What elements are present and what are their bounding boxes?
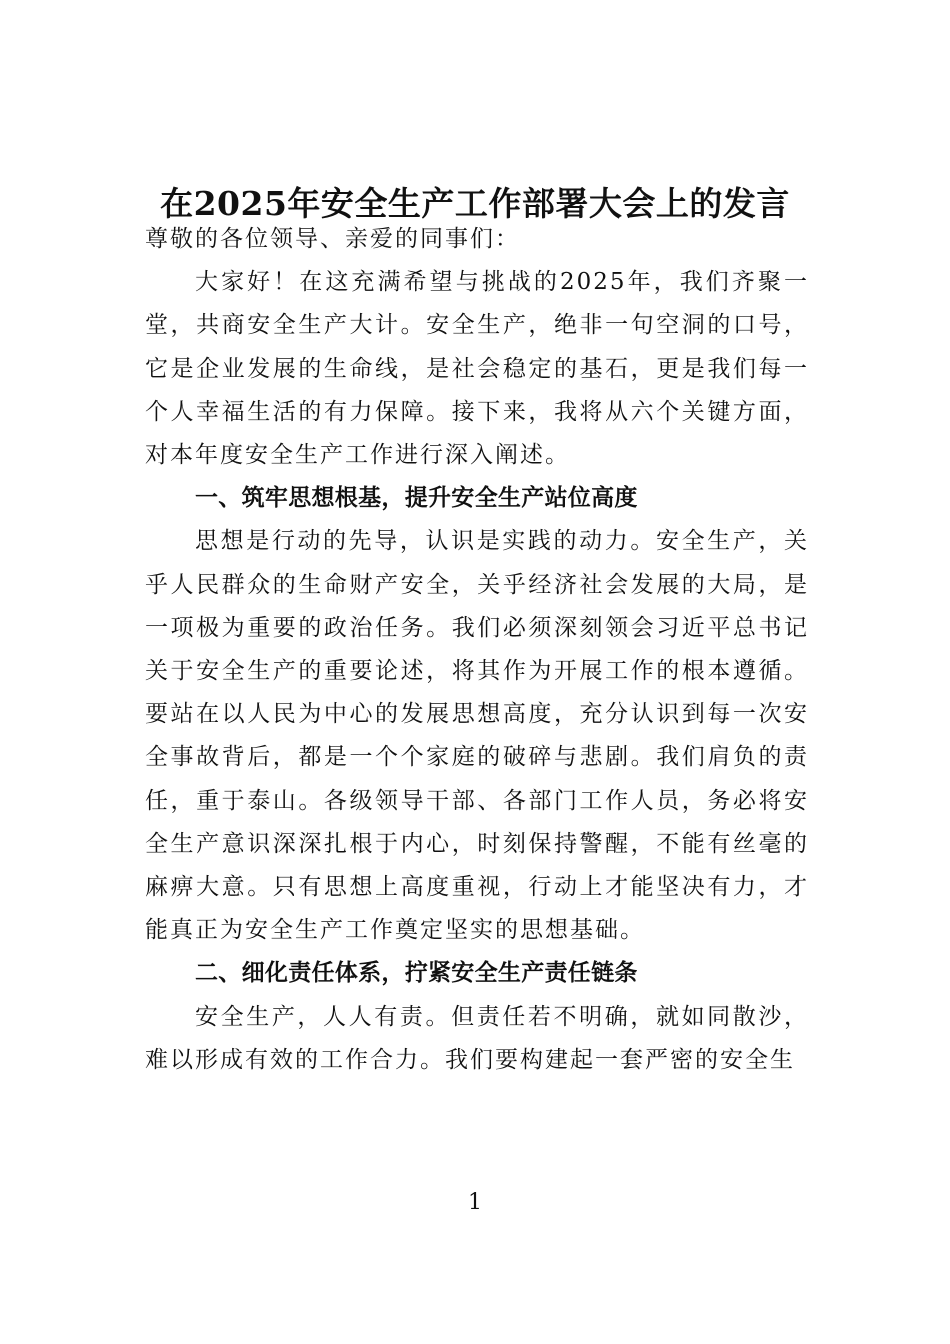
section-heading-1: 一、筑牢思想根基，提升安全生产站位高度	[195, 485, 638, 512]
section-paragraph-1: 思想是行动的先导，认识是实践的动力。安全生产，关乎人民群众的生命财产安全，关乎经济社会发展的大局，是一项极为重要的政治任务。我们必须深刻领会习近平总书记关于安全生产的重要论述，将其作为开展工作的根本遵循。要站在以人民为中心的发展思想高度，充分认识到每一次安全事故背后，都是一个个家庭的破碎与悲剧。我们肩负的责任，重于泰山。各级领导干部、各部门工作人员，务必将安全生产意识深深扎根于内心，时刻保持警醒，不能有丝毫的麻痹大意。只有思想上高度重视，行动上才能坚决有力，才能真正为安全生产工作奠定坚实的思想基础。	[145, 528, 809, 944]
salutation: 尊敬的各位领导、亲爱的同事们：	[145, 226, 520, 252]
document-title: 在2025年安全生产工作部署大会上的发言	[160, 184, 790, 223]
section-paragraph-2: 安全生产，人人有责。但责任若不明确，就如同散沙，难以形成有效的工作合力。我们要构建起一套严密的安全生	[145, 1003, 809, 1073]
page-number: 1	[468, 1190, 482, 1215]
section-heading-2: 二、细化责任体系，拧紧安全生产责任链条	[195, 960, 638, 987]
intro-paragraph: 大家好！在这充满希望与挑战的2025年，我们齐聚一堂，共商安全生产大计。安全生产，绝非一句空洞的口号，它是企业发展的生命线，是社会稳定的基石，更是我们每一个人幸福生活的有力保障。接下来，我将从六个关键方面，对本年度安全生产工作进行深入阐述。	[145, 269, 809, 469]
document-body	[145, 218, 809, 1082]
